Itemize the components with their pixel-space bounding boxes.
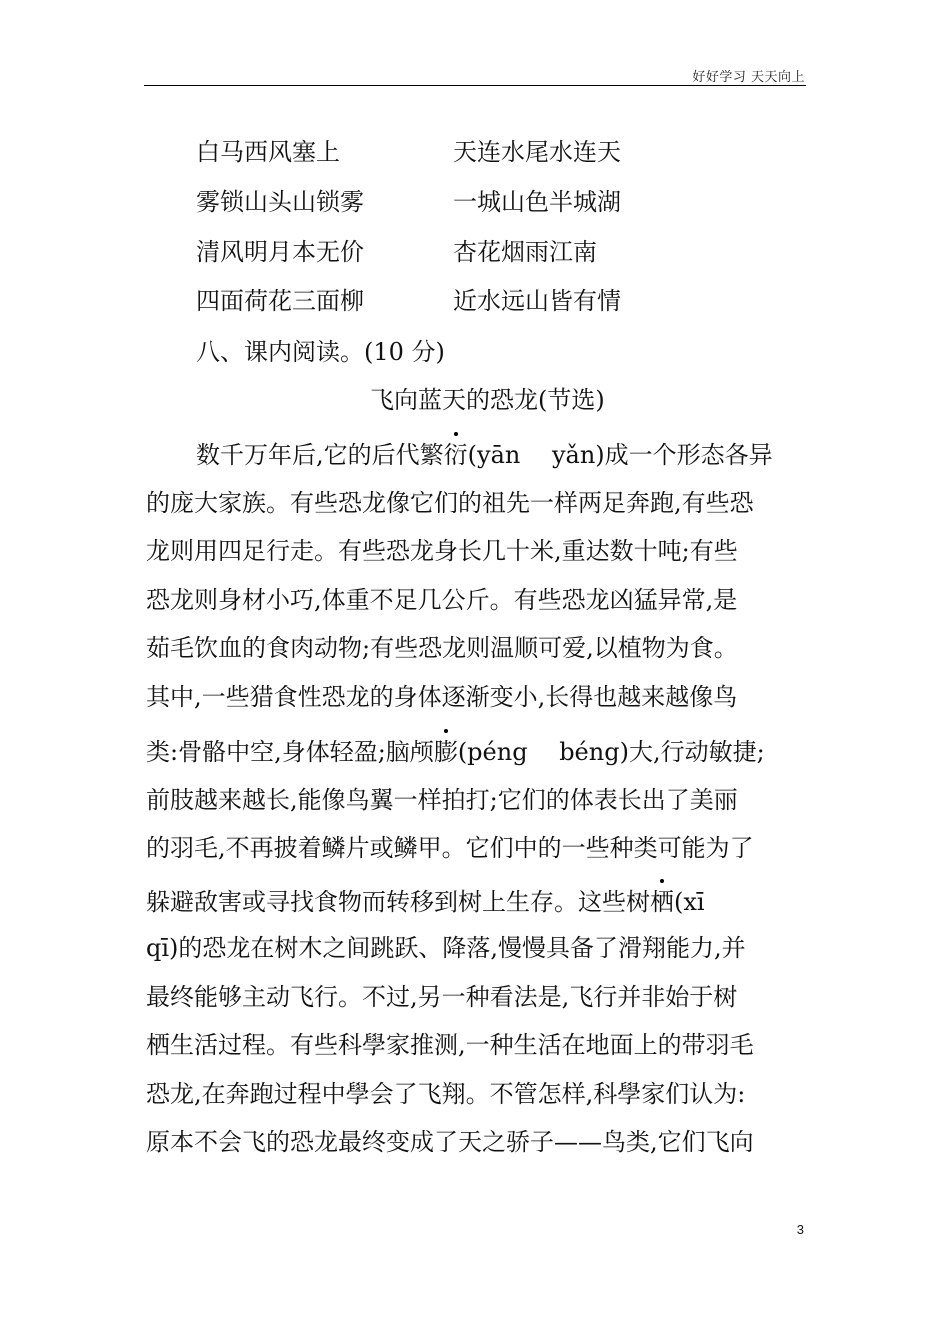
paragraph-line: 龙则用四足行走。有些恐龙身长几十米,重达数十吨;有些 xyxy=(146,537,738,565)
couplet-left-2: 雾锁山头山锁雾 xyxy=(196,188,364,216)
couplet-left-3: 清风明月本无价 xyxy=(196,238,364,266)
header-rule xyxy=(144,85,806,86)
line-text: (xī xyxy=(674,888,705,916)
couplet-right-2: 一城山色半城湖 xyxy=(453,188,621,216)
section-heading: 八、课内阅读。(10 分) xyxy=(196,338,445,366)
line-text: 数千万年后,它的后代繁 xyxy=(196,441,444,469)
dotted-character: 栖 xyxy=(650,888,674,916)
paragraph-line: 恐龙,在奔跑过程中學会了飞翔。不管怎样,科學家们认为: xyxy=(146,1080,746,1108)
page-number: 3 xyxy=(796,1222,804,1237)
paragraph-line: 其中,一些猎食性恐龙的身体逐渐变小,长得也越来越像鸟 xyxy=(146,683,738,711)
page-header-text: 好好学习 天天向上 xyxy=(692,70,805,85)
dotted-character: 膨 xyxy=(433,738,458,766)
couplet-right-1: 天连水尾水连天 xyxy=(453,138,621,166)
line-text: 躲避敌害或寻找食物而转移到树上生存。这些树 xyxy=(146,888,650,916)
line-text: 类:骨骼中空,身体轻盈;脑颅 xyxy=(146,738,434,766)
paragraph-line: 的羽毛,不再披着鳞片或鳞甲。它们中的一些种类可能为了 xyxy=(146,834,754,862)
paragraph-line: 最终能够主动飞行。不过,另一种看法是,飞行并非始于树 xyxy=(146,983,738,1011)
line-text: (péng béng)大,行动敏捷; xyxy=(457,738,765,766)
paragraph-line xyxy=(196,440,773,470)
paragraph-line: 栖生活过程。有些科學家推测,一种生活在地面上的带羽毛 xyxy=(146,1031,754,1059)
couplet-right-4: 近水远山皆有情 xyxy=(453,287,621,315)
paragraph-line: 前肢越来越长,能像鸟翼一样拍打;它们的体表长出了美丽 xyxy=(146,786,738,814)
dotted-character: 衍 xyxy=(443,441,468,469)
article-title: 飞向蓝天的恐龙(节选) xyxy=(370,386,605,414)
couplet-left-4: 四面荷花三面柳 xyxy=(196,287,364,315)
paragraph-line: qī)的恐龙在树木之间跳跃、降落,慢慢具备了滑翔能力,并 xyxy=(146,934,746,962)
paragraph-line xyxy=(146,737,765,767)
paragraph-line: 恐龙则身材小巧,体重不足几公斤。有些恐龙凶猛异常,是 xyxy=(146,586,738,614)
paragraph-line: 原本不会飞的恐龙最终变成了天之骄子——鸟类,它们飞向 xyxy=(146,1128,754,1156)
couplet-right-3: 杏花烟雨江南 xyxy=(453,238,597,266)
line-text: (yān yǎn)成一个形态各异 xyxy=(467,441,773,469)
paragraph-line: 茹毛饮血的食肉动物;有些恐龙则温顺可爱,以植物为食。 xyxy=(146,634,738,662)
paragraph-line: 的庞大家族。有些恐龙像它们的祖先一样两足奔跑,有些恐 xyxy=(146,489,754,517)
couplet-left-1: 白马西风塞上 xyxy=(196,138,340,166)
paragraph-line xyxy=(146,887,705,917)
